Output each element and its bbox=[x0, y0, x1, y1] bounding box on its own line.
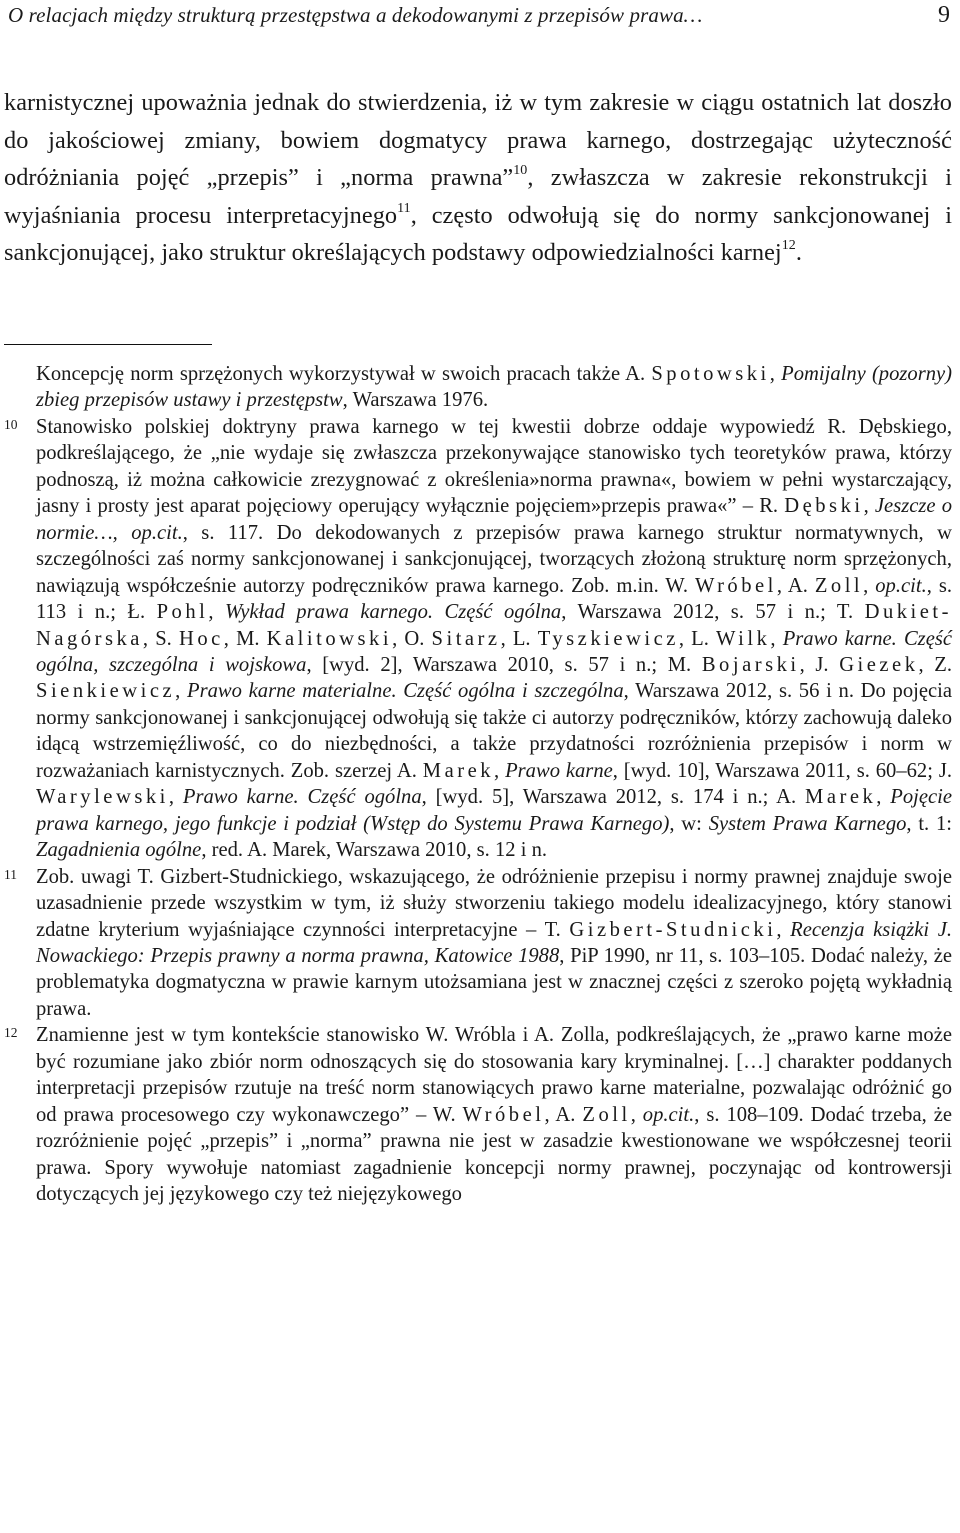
author-name: Warylewski bbox=[36, 786, 169, 809]
footnote-text: , L. bbox=[678, 627, 717, 650]
footnote-text: , bbox=[168, 786, 183, 809]
footnote-11 bbox=[4, 864, 952, 1023]
author-name: Marek bbox=[422, 759, 495, 782]
footnotes bbox=[4, 361, 952, 1208]
work-title: System Prawa Karnego bbox=[708, 812, 907, 835]
author-name: Hoc bbox=[178, 627, 224, 650]
footnote-number: 12 bbox=[4, 1025, 18, 1041]
author-name: Wilk bbox=[716, 627, 771, 650]
author-name: Dębski bbox=[784, 495, 864, 518]
author-name: Wróbel bbox=[462, 1103, 545, 1126]
paragraph-text: karnistycznej upoważnia jednak do stwierdzenia, iż w tym zakresie w ciągu ostatnich lat doszło do jakościowej zmiany, bowiem dogmatycy prawa karnego, dostrzegając użyteczność odróżniania pojęć „przepis” i „norma prawna” bbox=[4, 89, 952, 192]
footnote-text: , A. bbox=[776, 574, 815, 597]
running-header bbox=[8, 2, 950, 34]
footnote-text: , [wyd. 10], Warszawa 2011, s. 60–62; J. bbox=[612, 759, 952, 782]
footnote-text: , s. 113 i n.; Ł. bbox=[36, 574, 952, 624]
author-name: Zoll bbox=[814, 574, 864, 597]
footnote-text: , bbox=[175, 680, 188, 703]
footnote-text: , J. bbox=[799, 653, 840, 676]
footnote-text: , t. 1: bbox=[906, 812, 952, 835]
footnote-text: , Warszawa 2012, s. 56 i n. Do pojęcia normy sankcjonowanej i sankcjonującej odwołują się także ci autorzy podręczników, którzy zachowują daleko idącą wstrzemięźliwość, co do niezbędności, a także przydatności rozróżnienia przepisów i norm w rozważaniach karnistycznych. Zob. szerzej A. bbox=[36, 680, 953, 782]
author-name: Wróbel bbox=[694, 574, 777, 597]
work-title: Wykład prawa karnego. Część ogólna bbox=[224, 601, 562, 624]
page-number: 9 bbox=[938, 2, 950, 28]
footnote-text: Koncepcję norm sprzężonych wykorzystywał w swoich pracach także A. bbox=[36, 363, 652, 385]
footnote-text: , bbox=[769, 363, 782, 385]
paragraph-text: , zwłaszcza w zakresie rekonstrukcji i wyjaśniania procesu interpretacyjnego bbox=[4, 164, 952, 229]
running-title: O relacjach między strukturą przestępstwa a dekodowanymi z przepisów prawa… bbox=[8, 3, 703, 27]
footnote-text: Znamienne jest w tym kontekście stanowisko W. Wróbla i A. Zolla, podkreślających, że „prawo karne może być rozumiane jako zbiór norm odnoszących się do stosowania kary kryminalnej. […] charakter poddanych interpretacji przepisów rzutuje na treść norm stanowiących prawo karne materialne, pozwalając odróżnić go od prawa procesowego czy wykonawczego” – W. bbox=[36, 1024, 952, 1126]
work-title: Jeszcze o normie…, op.cit. bbox=[36, 495, 952, 544]
footnote-text: , O. bbox=[392, 627, 432, 650]
work-title: op.cit. bbox=[642, 1103, 695, 1126]
footnote-ref-11[interactable]: 11 bbox=[397, 200, 411, 216]
footnote-text: , bbox=[770, 627, 783, 650]
author-name: Giezek bbox=[839, 653, 919, 676]
footnote-text: , M. bbox=[223, 627, 267, 650]
footnote-text: Stanowisko polskiej doktryny prawa karnego w tej kwestii dobrze oddaje wypowiedź R. Dębskiego, podkreślającego, że „nie wydaje się zwłaszcza przekonywające stanowisko tych teoretyków prawa, którzy podnoszą, iż można całkowicie zrezygnować z określenia»norma prawna«, bowiem w pełni wystarczający, jasny i prosty jest aparat pojęciowy operujący wyłącznie pojęciem»przepis prawa«” – R. bbox=[36, 415, 952, 518]
author-name: Sitarz bbox=[431, 627, 501, 650]
work-title: Prawo karne materialne. Część ogólna i szczególna bbox=[187, 680, 624, 703]
footnote-text: , bbox=[208, 601, 225, 624]
footnote-text: , bbox=[863, 574, 876, 597]
author-name: Marek bbox=[805, 786, 877, 809]
footnote-text: Zob. uwagi T. Gizbert-Studnickiego, wskazującego, że odróżnienie przepisu i normy prawnej znajduje swoje uzasadnienie przede wszystkim w tym, iż służy stworzeniu takiego modelu idealizacyjnego, który stanowi zdatne kryterium wyjaśniające czynności interpretacyjne – T. bbox=[36, 865, 952, 941]
footnote-12 bbox=[4, 1022, 952, 1207]
footnote-text: , Z. bbox=[918, 653, 953, 676]
footnote-text: , Warszawa 2012, s. 57 i n.; T. bbox=[561, 601, 865, 624]
footnote-text: , [wyd. 5], Warszawa 2012, s. 174 i n.; A. bbox=[421, 786, 806, 809]
work-title: Pomijalny (pozorny) zbieg przepisów ustawy i przestępstw bbox=[36, 363, 953, 412]
footnote-text: , red. A. Marek, Warszawa 2010, s. 12 i n. bbox=[201, 839, 548, 862]
footnote-text: , bbox=[863, 495, 875, 518]
footnote-text: , PiP 1990, nr 11, s. 103–105. Dodać należy, że problematyka dogmatyczna w prawie karnym utożsamiana jest w znacznej części z szeroko pojętą wykładnią prawa. bbox=[36, 944, 953, 1020]
footnote-text: , bbox=[776, 918, 791, 941]
footnote-text: , s. 108–109. Dodać trzeba, że rozróżnienie pojęć „przepis” i „norma” prawna nie jest w zasadzie kwestionowane we współczesnej teorii prawa. Spory wywołuje natomiast zagadnienie koncepcji normy prawnej, poczynając od kontrowersji dotyczących jej językowego czy też niejęzykowego bbox=[36, 1103, 952, 1206]
author-name: Gizbert-Studnicki bbox=[569, 918, 777, 941]
footnote-text: , s. 117. Do dekodowanych z przepisów prawa karnego struktur normatywnych, w szczególności zaś normy sankcjonowanej i sankcjonującej, tworzących złożoną strukturę norm sprzężonych, nawiązują współcześnie autorzy podręczników prawa karnego. Zob. m.in. W. bbox=[36, 521, 952, 597]
author-name: Bojarski bbox=[701, 653, 800, 676]
footnote-ref-12[interactable]: 12 bbox=[781, 238, 796, 254]
footnote-10 bbox=[4, 414, 952, 864]
work-title: Recenzja książki J. Nowackiego: Przepis prawny a norma prawna, Katowice 1988 bbox=[36, 918, 952, 967]
author-name: Zoll bbox=[582, 1103, 631, 1126]
author-name: Tyszkiewicz bbox=[537, 627, 679, 650]
footnote-text: , S. bbox=[142, 627, 179, 650]
work-title: Prawo karne bbox=[505, 759, 613, 782]
footnote-ref-10[interactable]: 10 bbox=[513, 163, 528, 179]
footnote-text: , Warszawa 1976. bbox=[342, 389, 489, 412]
footnote-text: , bbox=[630, 1103, 643, 1126]
footnote-number: 10 bbox=[4, 416, 18, 432]
work-title: op.cit. bbox=[875, 574, 927, 597]
author-name: Sienkiewicz bbox=[36, 680, 176, 703]
paragraph-text: . bbox=[795, 239, 802, 267]
footnote-text: , bbox=[494, 759, 506, 782]
main-paragraph bbox=[4, 84, 952, 272]
footnote-text: , L. bbox=[500, 627, 538, 650]
work-title: Zagadnienia ogólne bbox=[36, 839, 202, 862]
footnote-text: , bbox=[876, 786, 891, 809]
footnote-9-continuation bbox=[4, 361, 952, 414]
footnote-number: 11 bbox=[4, 866, 17, 882]
author-name: Dukiet-Nagórska bbox=[36, 601, 952, 650]
author-name: Spotowski bbox=[651, 363, 770, 385]
work-title: Pojęcie prawa karnego, jego funkcje i podział (Wstęp do Systemu Prawa Karnego) bbox=[36, 786, 953, 835]
footnote-text: , w: bbox=[669, 812, 709, 835]
work-title: Prawo karne. Część ogólna, szczególna i wojskowa bbox=[36, 627, 952, 676]
footnote-text: , A. bbox=[544, 1103, 583, 1126]
footnote-text: , [wyd. 2], Warszawa 2010, s. 57 i n.; M. bbox=[306, 653, 702, 676]
author-name: Pohl bbox=[156, 601, 209, 624]
footnote-separator bbox=[4, 344, 212, 345]
paragraph-text: , często odwołują się do normy sankcjonowanej i sankcjonującej, jako struktur określających podstawy odpowiedzialności karnej bbox=[4, 201, 953, 267]
work-title: Prawo karne. Część ogólna bbox=[182, 786, 422, 809]
author-name: Kalitowski bbox=[266, 627, 393, 650]
